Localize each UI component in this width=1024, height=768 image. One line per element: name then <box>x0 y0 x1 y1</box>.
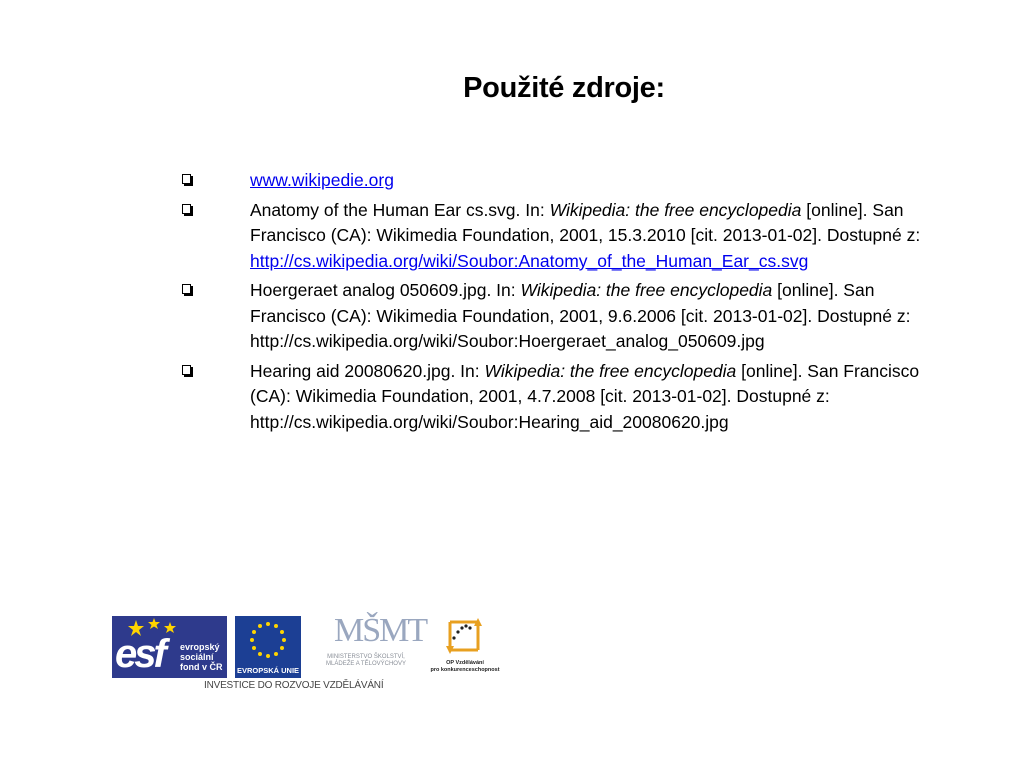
msmt-subtitle <box>306 654 426 668</box>
investice-text: INVESTICE DO ROZVOJE VZDĚLÁVÁNÍ <box>204 680 384 691</box>
msmt-subtitle-line: MINISTERSTVO ŠKOLSTVÍ, <box>327 654 405 660</box>
eu-stars-icon <box>235 616 301 664</box>
esf-text-line: evropský <box>180 642 220 652</box>
reference-details: [online]. San Francisco (CA): Wikimedia Foundation, 2001, 9.6.2006 [cit. 2013-01-02]. Dostupné z: <box>250 280 911 326</box>
reference-lead: Anatomy of the Human Ear cs.svg. In: <box>250 199 550 220</box>
esf-logo <box>112 616 227 678</box>
msmt-letters: MŠMT <box>334 612 427 649</box>
reference-item <box>182 198 942 275</box>
reference-lead: Hoergeraet analog 050609.jpg. In: <box>250 280 521 300</box>
esf-text <box>180 642 223 672</box>
eu-flag-icon <box>235 616 301 664</box>
reference-source: Wikipedia: the free encyclopedia <box>520 280 773 300</box>
reference-details: [online]. San Francisco (CA): Wikimedia Foundation, 2001, 4.7.2008 [cit. 2013-01-02]. Dostupné z: <box>250 360 920 406</box>
reference-details: [online]. San Francisco (CA): Wikimedia Foundation, 2001, 15.3.2010 [cit. 2013-01-02]. Dostupné z: <box>250 199 921 245</box>
reference-lead: Hearing aid 20080620.jpg. In: <box>250 360 485 381</box>
checkbox-bullet-icon <box>182 284 194 297</box>
op-logo <box>428 616 502 676</box>
checkbox-bullet-icon <box>182 365 194 378</box>
reference-item <box>182 168 942 194</box>
reference-url-link[interactable]: http://cs.wikipedia.org/wiki/Soubor:Anatomy_of_the_Human_Ear_cs.svg <box>250 250 809 271</box>
esf-letters: esf <box>115 632 164 676</box>
reference-item <box>182 359 942 436</box>
checkbox-bullet-icon <box>182 174 194 187</box>
reference-source: Wikipedia: the free encyclopedia <box>484 360 737 381</box>
esf-text-line: fond v ČR <box>180 662 223 672</box>
op-arrows-icon <box>428 616 502 660</box>
op-label-line: OP Vzdělávání <box>446 660 484 666</box>
page-title: Použité zdroje: <box>463 72 665 104</box>
esf-text-line: sociální <box>180 652 214 662</box>
op-label-line: pro konkurenceschopnost <box>430 667 500 673</box>
reference-list <box>182 168 942 439</box>
msmt-subtitle-line: MLÁDEŽE A TĚLOVÝCHOVY <box>326 661 406 667</box>
wikipedie-link[interactable]: www.wikipedie.org <box>250 170 394 190</box>
reference-url-text: http://cs.wikipedia.org/wiki/Soubor:Hearing_aid_20080620.jpg <box>250 411 729 432</box>
checkbox-bullet-icon <box>182 204 194 217</box>
funding-logos <box>112 610 512 700</box>
reference-source: Wikipedia: the free encyclopedia <box>549 199 802 220</box>
eu-label: EVROPSKÁ UNIE <box>235 664 301 678</box>
msmt-logo <box>306 610 426 676</box>
op-label <box>428 660 502 674</box>
reference-item <box>182 278 942 355</box>
reference-url-text: http://cs.wikipedia.org/wiki/Soubor:Hoergeraet_analog_050609.jpg <box>250 331 765 351</box>
